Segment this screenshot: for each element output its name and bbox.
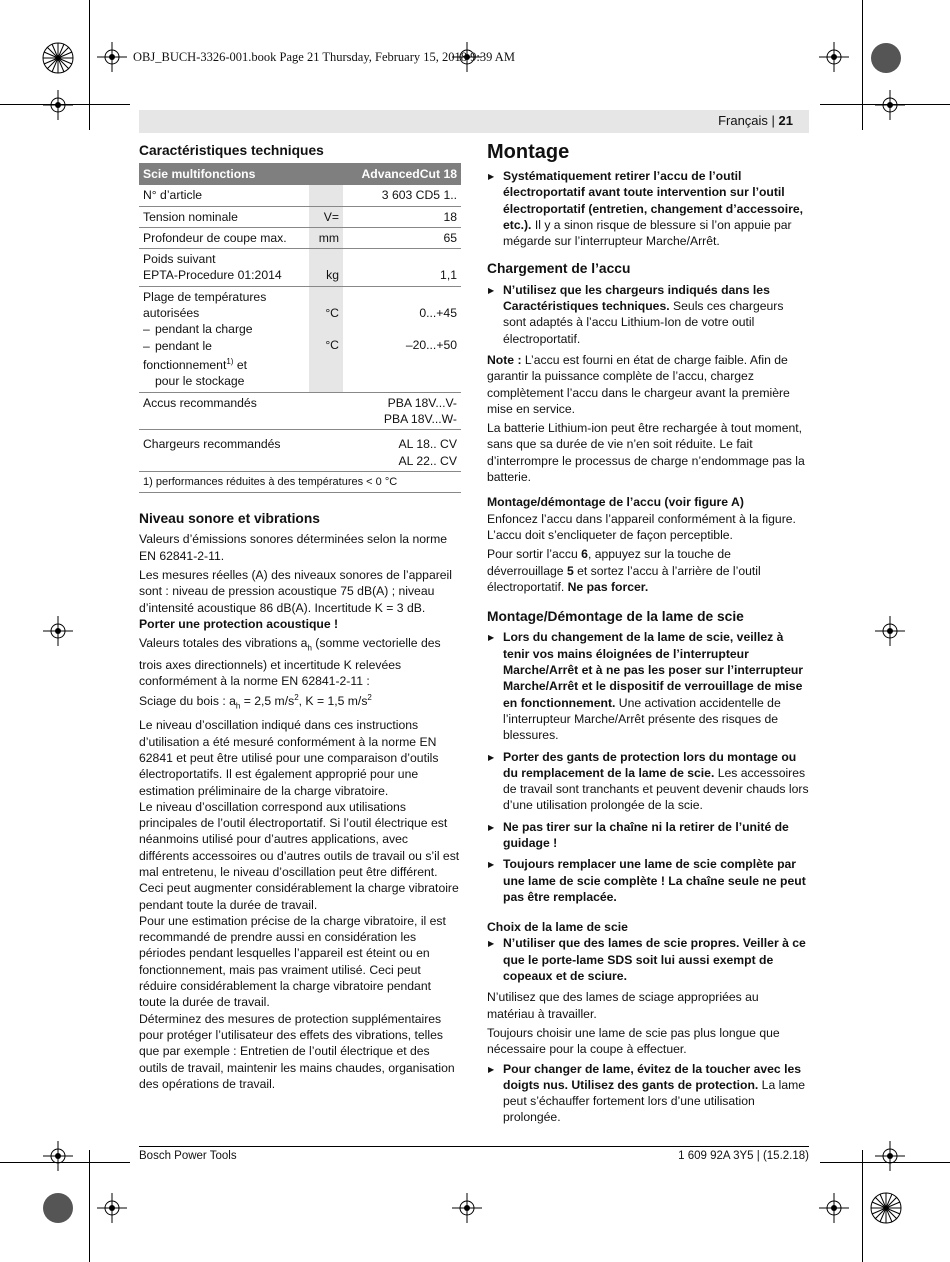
subscript: h xyxy=(307,643,312,653)
crop-mark xyxy=(862,0,863,130)
charger-value: AL 22.. CV xyxy=(398,453,457,468)
row-value xyxy=(343,430,461,472)
montage-title: Montage xyxy=(487,141,570,163)
row-label: N° d’article xyxy=(139,185,309,206)
table-row xyxy=(139,392,461,430)
crosshair-icon xyxy=(875,1141,905,1171)
crop-mark xyxy=(862,1150,863,1262)
text: Les accessoires de travail sont tranchants et peuvent devenir chauds lors d’une utilisation prolongée de la scie. xyxy=(503,765,809,813)
superscript: 2 xyxy=(367,692,372,702)
bold-text: 6 xyxy=(581,547,588,562)
paragraph xyxy=(487,352,809,417)
text: Pour sortir l’accu xyxy=(487,547,582,562)
table-head-model: AdvancedCut 18 xyxy=(343,163,461,185)
accu-value: PBA 18V...W- xyxy=(383,411,457,426)
row-unit: mm xyxy=(309,227,343,248)
text: Sciage du bois : a xyxy=(139,693,236,708)
temp-value: –20...+50 xyxy=(405,338,457,353)
bold-text: Ne pas tirer sur la chaîne ni la retirer de l’unité de guidage ! xyxy=(503,819,789,850)
bold-text: N’utilisez que les chargeurs indiqués dans les Caractéristiques techniques. xyxy=(503,282,770,314)
row-value: 3 603 CD5 1.. xyxy=(343,185,461,206)
row-unit: V= xyxy=(309,206,343,227)
text: (somme vectorielle des trois axes directionnels) et incertitude K relevées conformément à la norme EN 62841-2-11 : xyxy=(139,636,441,689)
text: , K = 1,5 m/s xyxy=(298,693,368,708)
temp-label: Plage de températures autorisées xyxy=(143,289,267,321)
table-header xyxy=(139,163,461,185)
temp-use-text-end: et xyxy=(233,358,248,373)
footnote-ref: 1) xyxy=(226,356,234,366)
noise-title: Niveau sonore et vibrations xyxy=(139,511,320,527)
paragraph xyxy=(487,546,809,595)
paragraph: Enfoncez l’accu dans l’appareil conformément à la figure. L’accu doit s’encliqueter de façon perceptible. xyxy=(487,511,796,542)
page-footer xyxy=(139,1146,809,1162)
bold-text: Lors du changement de la lame de scie, veillez à tenir vos mains éloignées de l’interrupteur Marche/Arrêt et à ne pas les poser sur l’interrupteur Marche/Arrêt et le dispositif de verrouillage de mise en fonctionnement. xyxy=(503,630,804,710)
row-label: Chargeurs recommandés xyxy=(139,430,309,472)
temp-unit: °C xyxy=(325,338,339,353)
paragraph: Le niveau d’oscillation indiqué dans ces instructions d’utilisation a été mesuré conformément à la norme EN 62841 et peut être utilisé pour une comparaison d’outils électroportatifs. Il est également approprié pour une estimation préliminaire de la charge vibratoire. xyxy=(139,718,439,798)
text: Seuls ces chargeurs sont adaptés à l’accu Lithium-Ion de votre outil électroportatif. xyxy=(503,299,784,346)
crosshair-icon xyxy=(819,1193,849,1223)
page-header: Français | 21 xyxy=(718,113,793,128)
footer-code: 1 609 92A 3Y5 | (15.2.18) xyxy=(678,1150,809,1162)
subscript: h xyxy=(235,701,241,711)
paragraph-bold: Porter une protection acoustique ! xyxy=(139,616,339,631)
table-row xyxy=(139,185,461,206)
text: Valeurs totales des vibrations a xyxy=(139,636,308,651)
paragraph xyxy=(139,635,461,714)
right-column xyxy=(487,140,809,1131)
text: et sortez l’accu à l’arrière de l’outil électroportatif. xyxy=(487,563,761,594)
table-row xyxy=(139,227,461,248)
bold-text: Pour changer de lame, évitez de la toucher avec les doigts nus. Utilisez des gants de protection. xyxy=(503,1061,802,1092)
temp-use: – pendant le fonctionnement$^{1)}$ et xyxy=(143,338,248,373)
text: , appuyez sur la touche de déverrouillage xyxy=(487,547,731,578)
temp-charge: – pendant la charge xyxy=(143,322,253,337)
paragraph: Toujours choisir une lame de scie pas plus longue que nécessaire pour la coupe à effectuer. xyxy=(487,1025,780,1057)
row-value: 65 xyxy=(343,227,461,248)
crosshair-icon xyxy=(97,1193,127,1223)
bullet-item xyxy=(487,856,809,905)
choice-title: Choix de la lame de scie xyxy=(487,920,628,935)
table-row xyxy=(139,206,461,227)
crosshair-icon xyxy=(43,90,73,120)
text: L’accu est fourni en état de charge faible. Afin de garantir la puissance complète de l’accu, chargez complètement l’accu dans le chargeur avant la première mise en service. xyxy=(487,352,790,416)
registration-dot-icon xyxy=(866,38,906,78)
row-unit: kg xyxy=(309,249,343,287)
bullet-item xyxy=(487,168,809,249)
bold-text: Porter des gants de protection lors du montage ou du remplacement de la lame de scie. xyxy=(503,749,797,780)
language-label: Français xyxy=(718,113,768,128)
row-unit xyxy=(309,286,343,392)
bold-text: 5 xyxy=(566,563,574,578)
bullet-item xyxy=(487,749,809,814)
paragraph: Les mesures réelles (A) des niveaux sonores de l’appareil sont : niveau de pression acoustique 75 dB(A) ; niveau d’intensité acoustique 86 dB(A). Incertitude K = 3 dB. xyxy=(139,568,452,615)
temp-value: 0...+45 xyxy=(419,305,457,320)
tech-title: Caractéristiques techniques xyxy=(139,143,324,158)
text: Une activation accidentelle de l’interrupteur Marche/Arrêt présente des risques de blessures. xyxy=(503,695,781,743)
row-value xyxy=(343,286,461,392)
text: Il y a sinon risque de blessure si l’on appuie par mégarde sur l’interrupteur Marche/Arrêt. xyxy=(503,217,792,249)
crosshair-icon xyxy=(43,616,73,646)
temp-charge-text: pendant la charge xyxy=(155,322,253,337)
tech-table xyxy=(139,163,461,493)
crosshair-icon xyxy=(452,1193,482,1223)
paragraph: La batterie Lithium-ion peut être rechargée à tout moment, sans que sa durée de vie n’en soit réduite. Le fait d’interrompre le processus de charge n’endommage pas la batterie. xyxy=(487,421,805,485)
paragraph: Valeurs d’émissions sonores déterminées selon la norme EN 62841-2-11. xyxy=(139,532,447,563)
crosshair-icon xyxy=(875,616,905,646)
crosshair-icon xyxy=(875,90,905,120)
text: La lame peut s’échauffer fortement lors d’une utilisation prolongée. xyxy=(503,1077,806,1125)
paragraph: Pour une estimation précise de la charge vibratoire, il est recommandé de prendre aussi en considération les périodes pendant lesquelles l’appareil est éteint ou en fonctionnement, mais pas vraiment utilisé. Ceci peut réduire considérablement la charge vibratoire pendant toute la durée de travail. xyxy=(139,913,446,1010)
table-row xyxy=(139,430,461,472)
table-row xyxy=(139,286,461,392)
accu-title: Montage/démontage de l’accu (voir figure A) xyxy=(487,495,744,510)
registration-wheel-icon xyxy=(38,38,78,78)
crop-mark xyxy=(89,1150,90,1262)
footer-brand: Bosch Power Tools xyxy=(139,1150,237,1162)
row-label: Accus recommandés xyxy=(139,392,309,430)
header-band xyxy=(139,110,809,133)
paragraph: Déterminez des mesures de protection supplémentaires pour protéger l’utilisateur des effets des vibrations, telles que par exemple : Entretien de l’outil électrique et des outils de travail, maintenir les mains chaudes, organisation des opérations de travail. xyxy=(139,1011,455,1091)
bold-text: Systématiquement retirer l’accu de l’outil électroportatif avant toute intervention sur l’outil électroportatif (entretien, changement d’accessoire, etc.). xyxy=(503,169,804,232)
table-row xyxy=(139,471,461,492)
row-value xyxy=(343,392,461,430)
crosshair-icon xyxy=(43,1141,73,1171)
row-value: 18 xyxy=(343,206,461,227)
row-value: 1,1 xyxy=(343,249,461,287)
bold-text: Note : xyxy=(487,352,522,367)
bold-text: Toujours remplacer une lame de scie complète par une lame de scie complète ! La chaîne seule ne peut pas être remplacée. xyxy=(503,857,806,904)
registration-dot-icon xyxy=(38,1188,78,1228)
table-footnote: 1) performances réduites à des températures < 0 °C xyxy=(139,471,461,492)
row-label xyxy=(139,286,309,392)
superscript: 2 xyxy=(294,692,299,702)
crosshair-icon xyxy=(819,42,849,72)
bullet-item xyxy=(487,629,809,743)
bold-text: N’utiliser que des lames de scie propres. Veiller à ce que le porte-lame SDS soit lui aussi exempt de copeaux et de sciure. xyxy=(503,936,806,984)
bullet-item xyxy=(487,819,809,852)
blade-title: Montage/Démontage de la lame de scie xyxy=(487,609,744,625)
row-label-line: EPTA-Procedure 01:2014 xyxy=(143,268,282,283)
row-label xyxy=(139,249,309,287)
file-info: OBJ_BUCH-3326-001.book Page 21 Thursday, February 15, 2018 9:39 AM xyxy=(133,50,515,64)
paragraph: N’utilisez que des lames de sciage appropriées au matériau à travailler. xyxy=(487,990,759,1021)
row-unit xyxy=(309,185,343,206)
left-column xyxy=(139,143,461,1095)
bullet-item xyxy=(487,1061,809,1126)
charger-value: AL 18.. CV xyxy=(398,437,457,452)
text: = 2,5 m/s xyxy=(240,693,295,708)
row-label: Profondeur de coupe max. xyxy=(139,227,309,248)
crop-mark xyxy=(89,0,90,130)
bullet-item xyxy=(487,282,809,347)
registration-wheel-icon xyxy=(866,1188,906,1228)
crosshair-icon xyxy=(97,42,127,72)
temp-use-text: pendant le fonctionnement xyxy=(143,338,227,373)
paragraph: Le niveau d’oscillation correspond aux utilisations principales de l’outil électroportatif. Si l’outil électrique est néanmoins utilisé pour d’autres applications, avec différents accessoires ou d’autres outils de travail ou s’il est mal entretenu, le niveau d’oscillation peut être différent. Ceci peut augmenter considérablement la charge vibratoire pendant toute la durée de travail. xyxy=(139,799,460,912)
row-label-line: Poids suivant xyxy=(143,252,216,267)
accu-value: PBA 18V...V- xyxy=(387,395,457,410)
temp-unit: °C xyxy=(325,305,339,320)
temp-storage: pour le stockage xyxy=(155,374,245,389)
bullet-item xyxy=(487,935,809,984)
bold-text: Ne pas forcer. xyxy=(567,579,649,594)
page-number: 21 xyxy=(778,113,793,128)
charge-title: Chargement de l’accu xyxy=(487,261,631,277)
row-label: Tension nominale xyxy=(139,206,309,227)
table-row xyxy=(139,249,461,287)
table-head-name: Scie multifonctions xyxy=(139,163,309,185)
